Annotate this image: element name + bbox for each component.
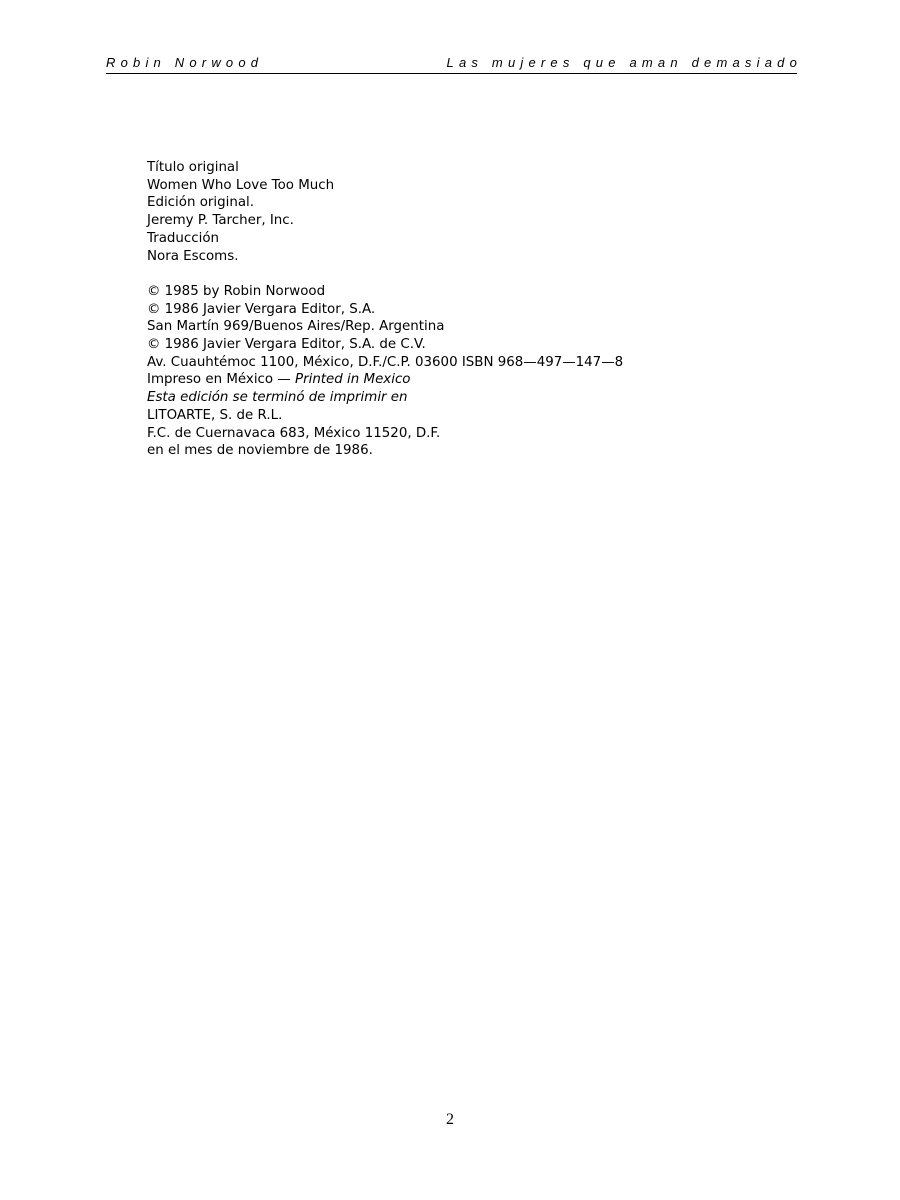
original-title: Women Who Love Too Much: [147, 177, 335, 193]
copyright-line: © 1986 Javier Vergara Editor, S.A.: [147, 301, 376, 317]
original-title-label: Título original: [147, 160, 239, 175]
page-number: 2: [446, 1111, 454, 1128]
spacer: [147, 265, 827, 283]
printer-name: LITOARTE, S. de R.L.: [147, 407, 283, 423]
running-header: [106, 55, 802, 74]
translator: Nora Escoms.: [147, 248, 239, 264]
copyright-line: © 1985 by Robin Norwood: [147, 283, 326, 299]
original-edition-label: Edición original.: [147, 195, 255, 211]
printed-in-line: [147, 371, 827, 389]
printed-in-english: Printed in Mexico: [295, 372, 411, 388]
print-date: en el mes de noviembre de 1986.: [147, 443, 373, 459]
translation-label: Traducción: [147, 230, 220, 246]
original-publisher: Jeremy P. Tarcher, Inc.: [147, 213, 294, 229]
publisher-address: San Martín 969/Buenos Aires/Rep. Argentina: [147, 319, 445, 335]
printer-address: F.C. de Cuernavaca 683, México 11520, D.F.: [147, 425, 441, 441]
printed-in-spanish: Impreso en México —: [147, 372, 296, 388]
header-book-title: Las mujeres que aman demasiado: [446, 55, 802, 70]
copyright-line: © 1986 Javier Vergara Editor, S.A. de C.V.: [147, 337, 426, 353]
header-author: Robin Norwood: [106, 55, 264, 70]
copyright-page-body: [147, 159, 827, 460]
publisher-address-isbn: Av. Cuauhtémoc 1100, México, D.F./C.P. 03600 ISBN 968—497—147—8: [147, 354, 624, 370]
colophon: Esta edición se terminó de imprimir en: [147, 390, 408, 406]
